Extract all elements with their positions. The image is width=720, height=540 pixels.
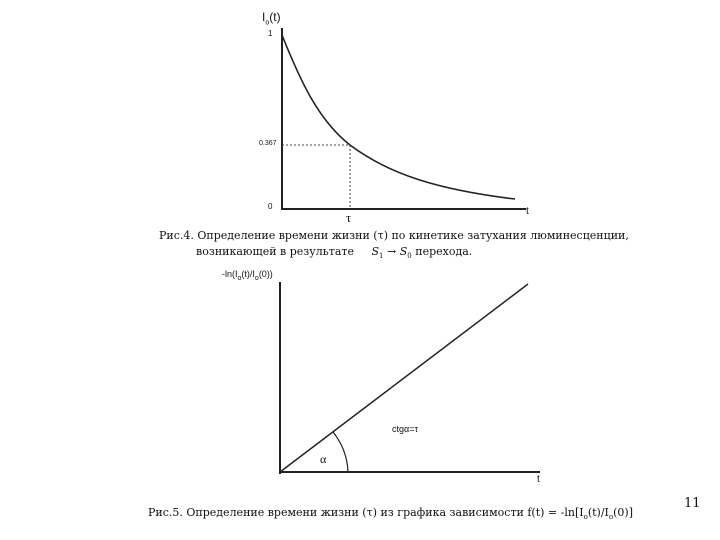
decay-t-label: t	[526, 206, 529, 217]
caption-fig4-line1: Рис.4. Определение времени жизни (τ) по кинетике затухания люминесценции,	[159, 229, 629, 242]
ln-t-label: t	[537, 474, 540, 485]
decay-tick-1: 1	[268, 29, 273, 38]
page-number: 11	[684, 496, 701, 511]
decay-tick-0: 0	[268, 202, 273, 211]
alpha-label: α	[320, 452, 327, 466]
caption-fig4-line2: возникающей в результате $S_1 \to S_0$ перехода.	[196, 245, 473, 261]
decay-y-axis-label: $I_o(t)$	[262, 10, 281, 27]
ctg-label: ctgα=τ	[392, 424, 419, 434]
decay-tick-0367: 0.367	[259, 140, 277, 147]
ln-line	[280, 284, 528, 472]
alpha-arc	[333, 432, 348, 472]
tau-label: τ	[346, 210, 352, 225]
caption-fig5: Рис.5. Определение времени жизни (τ) из графика зависимости $f(t) = -\ln[I_o(t)/I_o(0)]$	[148, 506, 633, 522]
ln-y-axis-label: $-\ln(I_o(t)/I_o(0))$	[222, 269, 273, 282]
